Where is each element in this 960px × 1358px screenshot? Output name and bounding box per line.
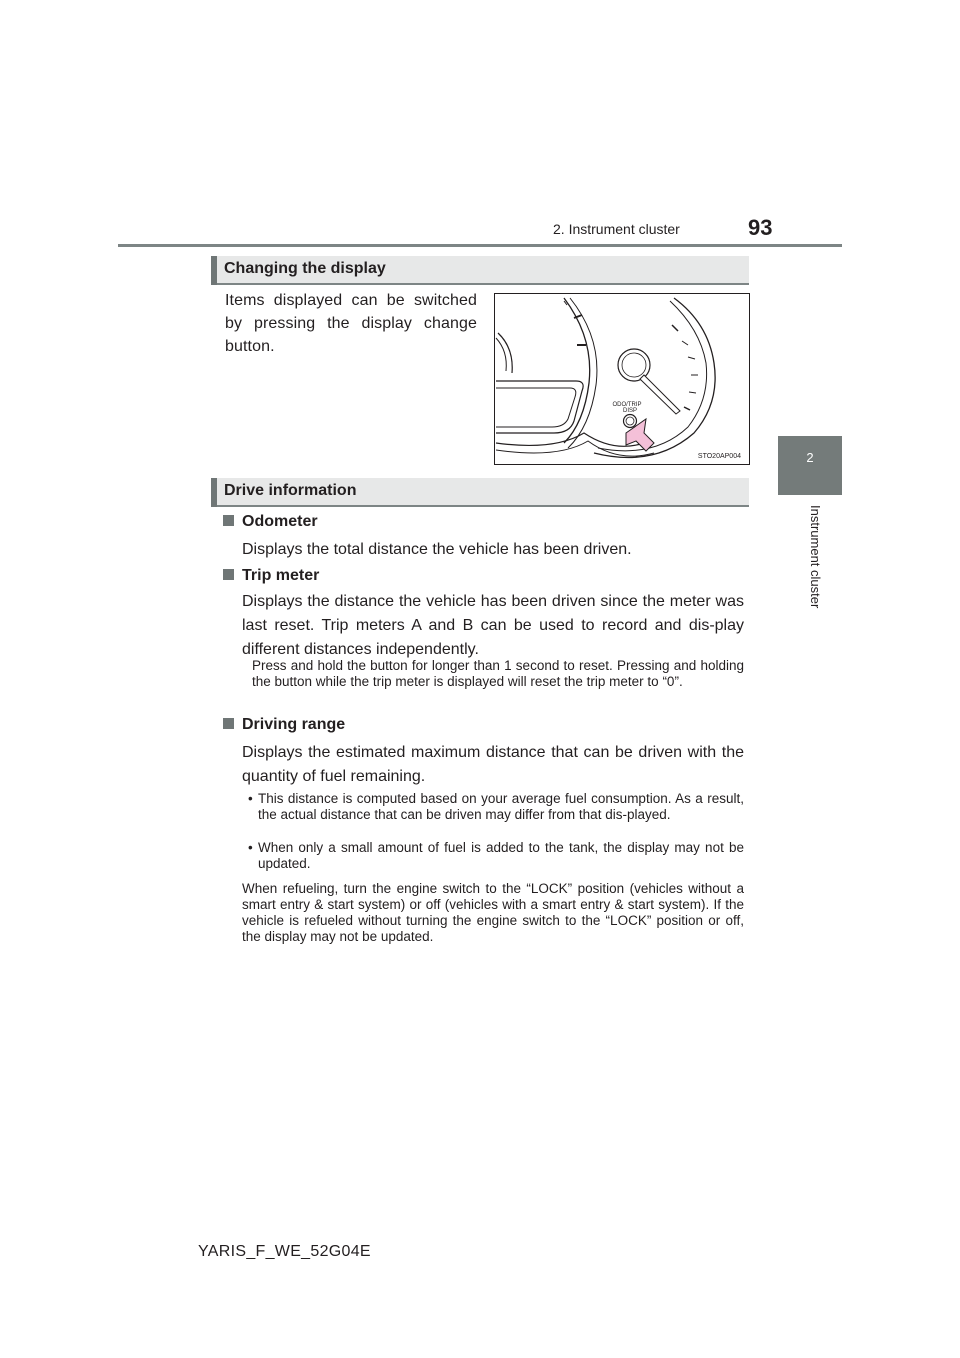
heading-changing-display [211,256,749,285]
chapter-tab [778,436,842,495]
item-driving-range-note: When refueling, turn the engine switch to the “LOCK” position (vehicles without a smart entry & start system) or off (vehicles with a smart entry & start system). If the vehicle is refueled without turning the engine switch to the “LOCK” position or off, the display may not be updated. [242,881,744,944]
heading-accent [211,256,217,285]
page-number: 93 [748,215,773,240]
chapter-tab-number: 2 [806,450,814,465]
button-label-odo-trip: ODO/TRIP [612,402,642,408]
item-driving-range-title [223,716,345,734]
item-trip-meter-title-text: Trip meter [242,567,320,584]
item-trip-meter-body: Displays the distance the vehicle has been driven since the meter was last reset. Trip meters A and B can be used to record and dis-play different distances independently. [242,593,744,658]
bullet-dot-icon: • [248,791,253,806]
figure-code: STO20AP004 [697,453,741,460]
square-bullet-icon [223,515,234,526]
heading-drive-information-text: Drive information [224,482,357,499]
item-driving-range-title-text: Driving range [242,716,346,733]
heading-changing-display-text: Changing the display [224,260,386,277]
bullet-text: This distance is computed based on your average fuel consumption. As a result, the actual distance that can be driven may differ from that dis-played. [258,791,744,822]
header-rule [118,244,842,247]
bullet-dot-icon: • [248,840,253,855]
item-odometer-body: Displays the total distance the vehicle has been driven. [242,541,632,558]
item-trip-meter-title [223,567,319,585]
instrument-cluster-illustration [494,293,750,465]
section-header: 2. Instrument cluster [553,221,680,237]
heading-drive-information [211,478,749,507]
item-odometer-title [223,513,318,531]
footer-code: YARIS_F_WE_52G04E [198,1243,371,1260]
square-bullet-icon [223,718,234,729]
item-driving-range-body: Displays the estimated maximum distance that can be driven with the quantity of fuel remaining. [242,744,744,785]
square-bullet-icon [223,569,234,580]
button-label-disp: DISP [622,408,638,414]
changing-display-intro: Items displayed can be switched by pressing the display change button. [225,292,477,355]
list-item [248,791,744,823]
item-trip-meter-note: Press and hold the button for longer than 1 second to reset. Pressing and holding the button while the trip meter is displayed will reset the trip meter to “0”. [252,658,744,689]
list-item [248,840,744,872]
heading-accent [211,478,217,507]
item-odometer-title-text: Odometer [242,513,318,530]
display-change-button [624,415,637,428]
chapter-side-label: Instrument cluster [808,505,823,609]
bullet-text: When only a small amount of fuel is added to the tank, the display may not be updated. [258,840,744,871]
